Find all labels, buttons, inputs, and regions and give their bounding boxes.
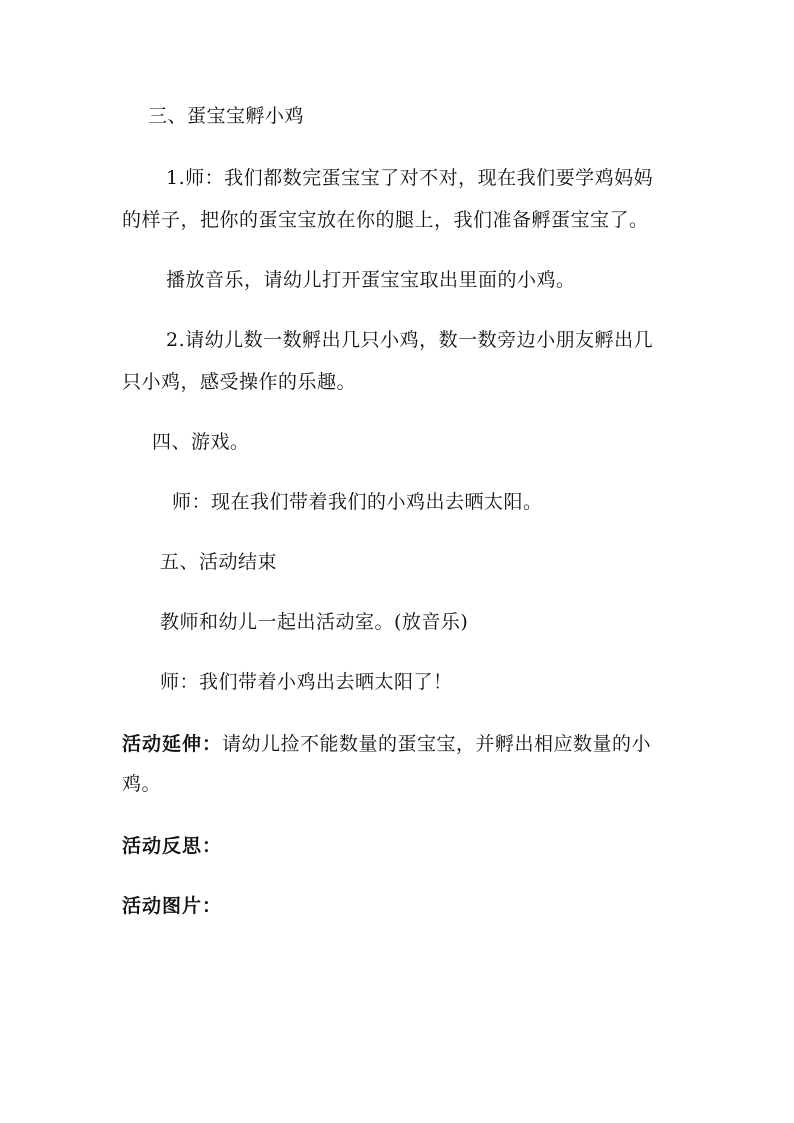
paragraph-3-line-1: 2.请幼儿数一数孵出几只小鸡，数一数旁边小朋友孵出几 — [166, 329, 654, 351]
extension-line-2: 鸡。 — [122, 773, 162, 795]
paragraph-1-line-1: 1.师：我们都数完蛋宝宝了对不对，现在我们要学鸡妈妈 — [166, 167, 654, 189]
paragraph-2: 播放音乐，请幼儿打开蛋宝宝取出里面的小鸡。 — [166, 269, 576, 291]
extension-label: 活动延伸： — [122, 733, 223, 755]
pictures-label: 活动图片： — [122, 895, 223, 917]
section-heading-activity-end: 五、活动结束 — [160, 551, 278, 573]
paragraph-6: 师：我们带着小鸡出去晒太阳了！ — [160, 671, 453, 693]
paragraph-4: 师：现在我们带着我们的小鸡出去晒太阳。 — [172, 491, 543, 513]
extension-text: 请幼儿捡不能数量的蛋宝宝，并孵出相应数量的小 — [222, 733, 652, 755]
extension-line-1 — [122, 732, 651, 756]
paragraph-1-line-2: 的样子，把你的蛋宝宝放在你的腿上，我们准备孵蛋宝宝了。 — [122, 209, 649, 231]
paragraph-3-line-2: 只小鸡，感受操作的乐趣。 — [122, 371, 357, 393]
section-heading-hatching: 三、蛋宝宝孵小鸡 — [148, 105, 305, 127]
paragraph-5: 教师和幼儿一起出活动室。(放音乐) — [160, 611, 469, 633]
section-heading-game: 四、游戏。 — [152, 431, 250, 453]
reflection-label: 活动反思： — [122, 835, 223, 857]
